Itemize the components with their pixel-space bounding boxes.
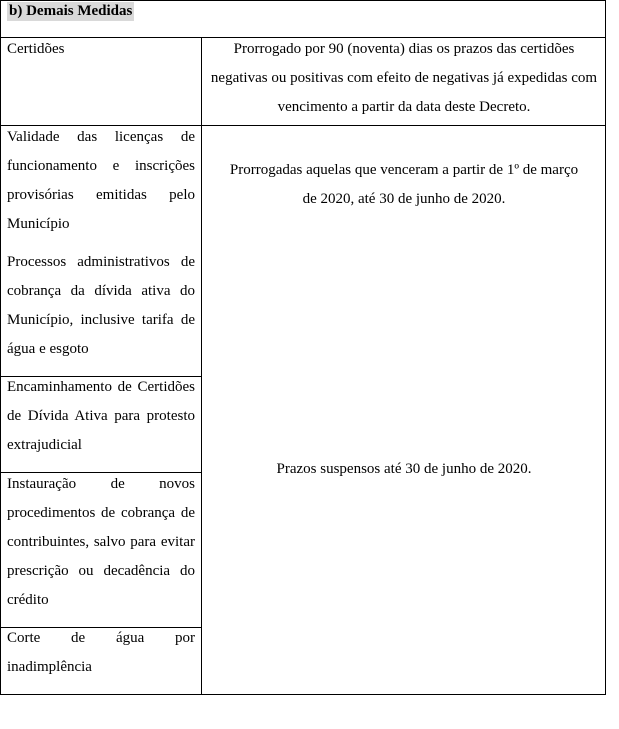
row-label-corte-agua: Corte de água por inadimplência [7,630,195,675]
row-label-instauracao: Instauração de novos procedimentos de cobrança de contribuintes, salvo para evitar prescrição ou decadência do crédito [7,476,195,608]
row-value-licencas: Prorrogadas aquelas que venceram a partir de 1º de março de 2020, até 30 de junho de 2020. [229,162,579,207]
row-label-encaminhamento: Encaminhamento de Certidões de Dívida Ativa para protesto extrajudicial [7,379,195,453]
table-bottom-border [0,694,606,695]
row-label-certidoes: Certidões [7,41,65,57]
row-value-certidoes: Prorrogado por 90 (noventa) dias os prazos das certidões negativas ou positivas com efeito de negativas já expedidas com vencimento a partir da data deste Decreto. [210,41,598,115]
row-label-licencas: Validade das licenças de funcionamento e inscrições provisórias emitidas pelo Município [7,129,195,232]
column-divider [201,37,202,695]
row-value-prazos-suspensos: Prazos suspensos até 30 de junho de 2020. [276,461,532,477]
row-label-processos: Processos administrativos de cobrança da dívida ativa do Município, inclusive tarifa de água e esgoto [7,254,195,357]
table-header-row [0,0,606,38]
table-left-border [0,37,1,695]
table-right-border [605,37,606,695]
section-title: b) Demais Medidas [9,3,133,19]
